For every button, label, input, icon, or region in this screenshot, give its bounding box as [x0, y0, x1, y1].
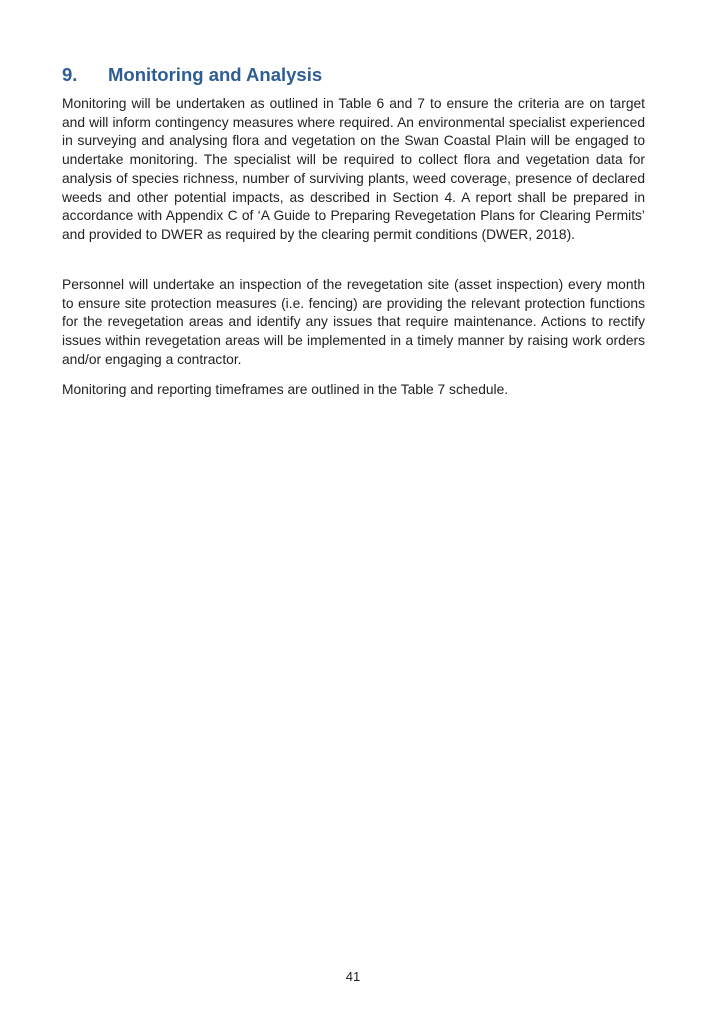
- paragraph-asset-inspection: Personnel will undertake an inspection of the revegetation site (asset inspection) every month to ensure site protection measures (i.e. fencing) are providing the relevant protection functions for the revegetation areas and identify any issues that require maintenance. Actions to rectify issues within revegetation areas will be implemented in a timely manner by raising work orders and/or engaging a contractor.: [62, 277, 645, 367]
- page-number: 41: [345, 969, 361, 984]
- section-heading: [62, 63, 322, 87]
- section-number: 9.: [62, 64, 78, 85]
- section-title: Monitoring and Analysis: [108, 64, 323, 85]
- paragraph-reporting-timeframes: Monitoring and reporting timeframes are outlined in the Table 7 schedule.: [62, 382, 509, 397]
- paragraph-monitoring-overview: Monitoring will be undertaken as outlined in Table 6 and 7 to ensure the criteria are on target and will inform contingency measures where required. An environmental specialist experienced in surveying and analysing flora and vegetation on the Swan Coastal Plain will be engaged to undertake monitoring. The specialist will be required to collect flora and vegetation data for analysis of species richness, number of surviving plants, weed coverage, presence of declared weeds and other potential impacts, as described in Section 4. A report shall be prepared in accordance with Appendix C of ‘A Guide to Preparing Revegetation Plans for Clearing Permits’ and provided to DWER as required by the clearing permit conditions (DWER, 2018).: [62, 96, 645, 242]
